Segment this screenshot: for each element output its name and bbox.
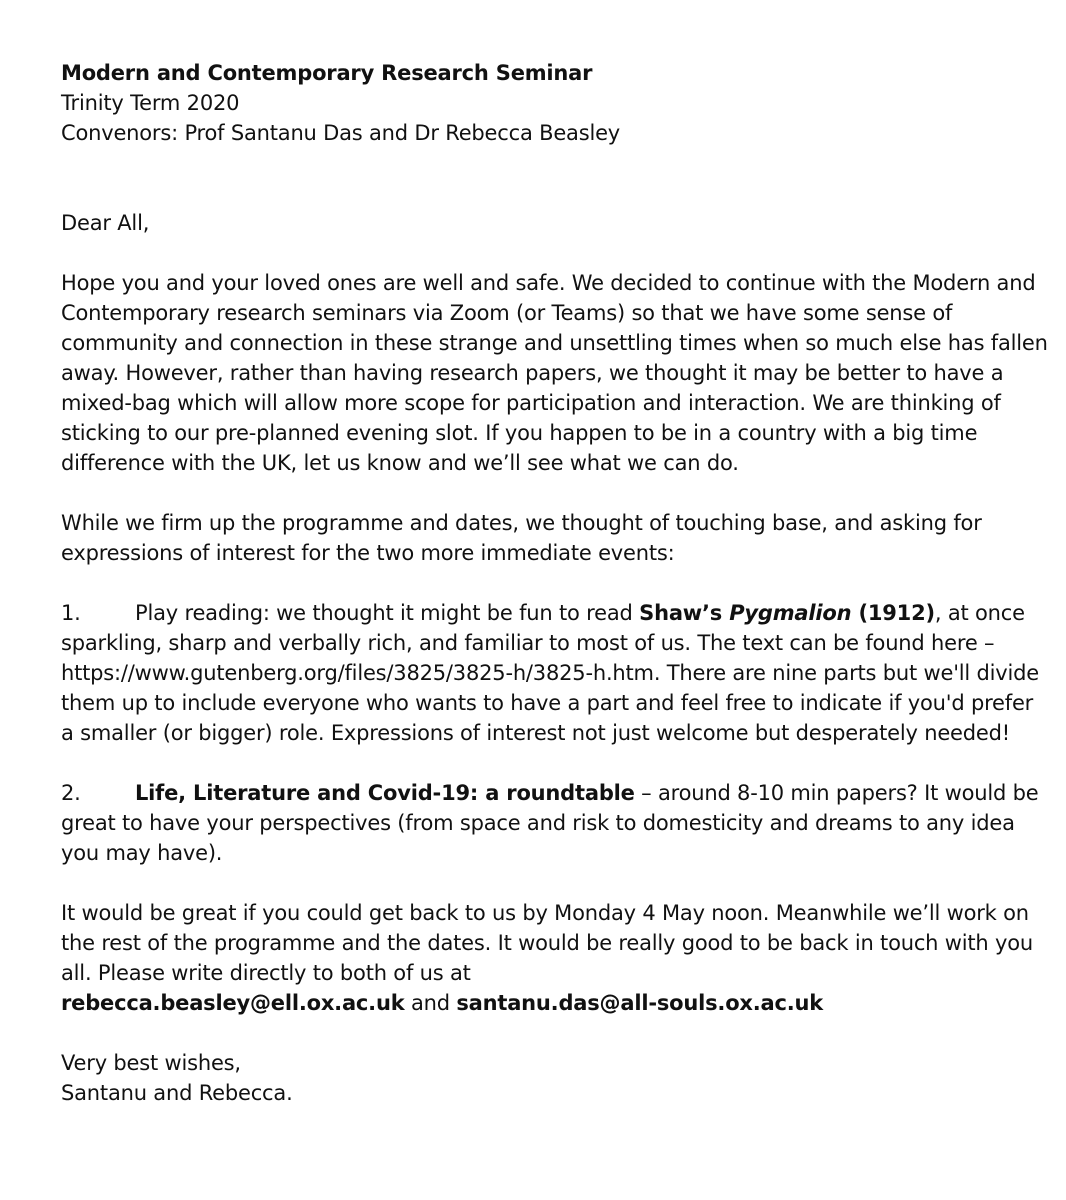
programme-paragraph: While we firm up the programme and dates, we thought of touching base, and asking for expressions of interest for the two more immediate events:	[61, 511, 982, 565]
list-item-number: 2.	[61, 781, 81, 805]
item1-lead-text: Play reading: we thought it might be fun to read	[135, 601, 640, 625]
closing-text: It would be great if you could get back to us by Monday 4 May noon. Meanwhile we’ll work on the rest of the programme and the dates. It would be really good to be back in touch with you all. Please write directly to both of us at	[61, 901, 1033, 985]
closing-paragraph	[61, 898, 1051, 1018]
seminar-title: Modern and Contemporary Research Seminar	[61, 61, 593, 85]
item1-year: (1912)	[851, 601, 935, 625]
item2-description: – around 8-10 min papers? It would be great to have your perspectives (from space and risk to domesticity and dreams to any idea you may have).	[61, 781, 1039, 865]
convenors-line: Convenors: Prof Santanu Das and Dr Rebecca Beasley	[61, 121, 621, 145]
and-text: and	[404, 991, 457, 1015]
list-item-roundtable	[61, 778, 1051, 868]
intro-paragraph: Hope you and your loved ones are well and safe. We decided to continue with the Modern and Contemporary research seminars via Zoom (or Teams) so that we have some sense of community and connection in these strange and unsettling times when so much else has fallen away. However, rather than having research papers, we thought it may be better to have a mixed-bag which will allow more scope for participation and interaction. We are thinking of sticking to our pre-planned evening slot. If you happen to be in a country with a big time difference with the UK, let us know and we’ll see what we can do.	[61, 271, 1048, 475]
list-item-number: 1.	[61, 601, 81, 625]
email-rebecca[interactable]: rebecca.beasley@ell.ox.ac.uk	[61, 991, 405, 1015]
item1-author: Shaw’s	[639, 601, 730, 625]
signoff-names: Santanu and Rebecca.	[61, 1081, 293, 1105]
salutation: Dear All,	[61, 211, 150, 235]
letter-header	[61, 58, 1051, 148]
list-item-play-reading	[61, 598, 1051, 748]
signoff-greeting: Very best wishes,	[61, 1051, 241, 1075]
item1-play-title: Pygmalion	[729, 601, 852, 625]
item2-title: Life, Literature and Covid-19: a roundtable	[135, 781, 635, 805]
letter-page	[61, 58, 1051, 1108]
email-santanu[interactable]: santanu.das@all-souls.ox.ac.uk	[456, 991, 824, 1015]
term-line: Trinity Term 2020	[61, 91, 240, 115]
signoff	[61, 1048, 1051, 1108]
item1-description: , at once sparkling, sharp and verbally rich, and familiar to most of us. The text can be found here – https://www.gutenberg.org/files/3825/3825-h/3825-h.htm. There are nine parts but we'll divide them up to include everyone who wants to have a part and feel free to indicate if you'd prefer a smaller (or bigger) role. Expressions of interest not just welcome but desperately needed!	[61, 601, 1039, 745]
